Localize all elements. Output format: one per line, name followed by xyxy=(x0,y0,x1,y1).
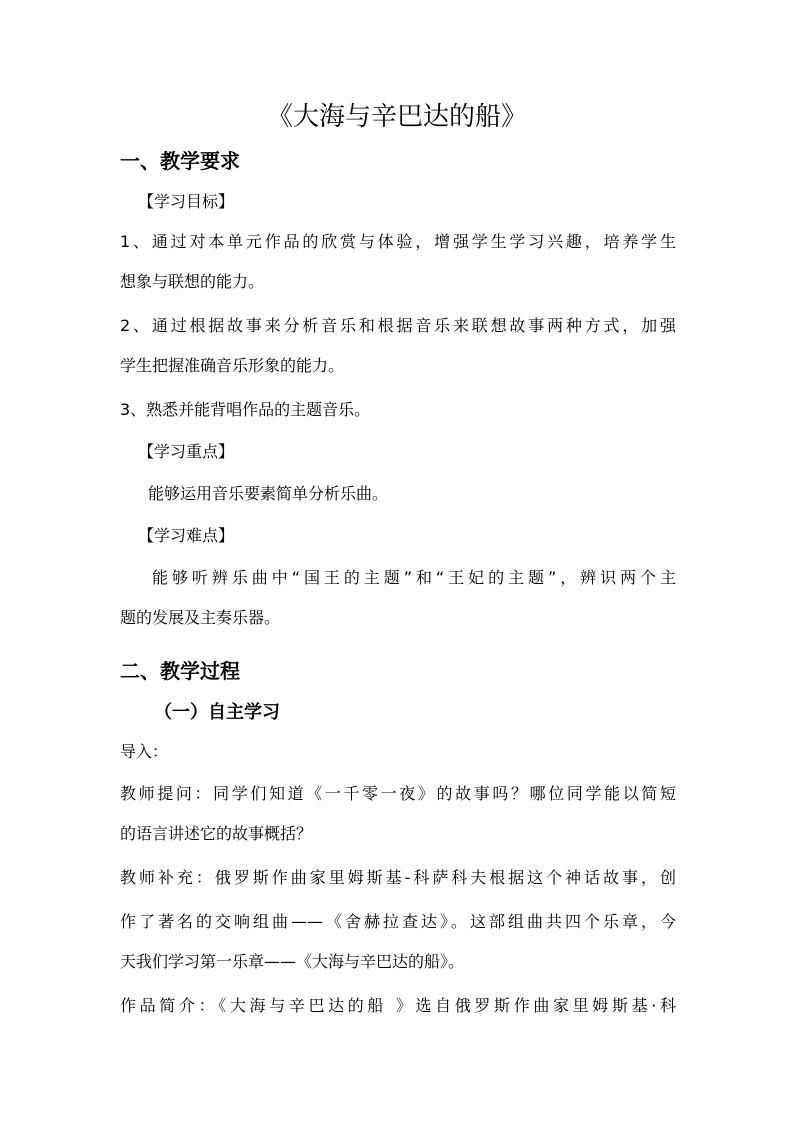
difficulty-text-line-1: 能够听辨乐曲中“国王的主题”和“王妃的主题”，辨识两个主 xyxy=(152,568,676,587)
document-title: 《大海与辛巴达的船》 xyxy=(266,102,527,132)
subheading-self-study: （一）自主学习 xyxy=(154,702,280,723)
teacher-supplement-line-2: 作了著名的交响组曲——《舍赫拉查达》。这部组曲共四个乐章，今 xyxy=(120,912,676,931)
difficulty-text-line-2: 题的发展及主奏乐器。 xyxy=(120,608,281,627)
goal-item-1-line-2: 想象与联想的能力。 xyxy=(120,272,265,291)
learning-goals-label: 【学习目标】 xyxy=(138,192,235,211)
teacher-supplement-line-3: 天我们学习第一乐章——《大海与辛巴达的船》。 xyxy=(120,952,465,971)
teacher-supplement-line-1: 教师补充：俄罗斯作曲家里姆斯基-科萨科夫根据这个神话故事，创 xyxy=(120,868,676,887)
key-points-label: 【学习重点】 xyxy=(138,442,235,461)
section-heading-teaching-requirements: 一、教学要求 xyxy=(120,149,240,173)
intro-label: 导入： xyxy=(120,742,169,761)
goal-item-1-line-1: 1、通过对本单元作品的欣赏与体验，增强学生学习兴趣，培养学生 xyxy=(120,232,676,251)
teacher-question-line-1: 教师提问：同学们知道《一千零一夜》的故事吗？哪位同学能以简短 xyxy=(120,784,676,803)
key-points-text: 能够运用音乐要素简单分析乐曲。 xyxy=(148,484,389,503)
goal-item-3: 3、熟悉并能背唱作品的主题音乐。 xyxy=(120,400,371,419)
teacher-question-line-2: 的语言讲述它的故事概括？ xyxy=(120,824,313,843)
work-intro-line-1: 作品简介：《大海与辛巴达的船 》选自俄罗斯作曲家里姆斯基·科 xyxy=(120,996,676,1015)
goal-item-2-line-2: 学生把握准确音乐形象的能力。 xyxy=(120,356,345,375)
goal-item-2-line-1: 2、通过根据故事来分析音乐和根据音乐来联想故事两种方式，加强 xyxy=(120,316,676,335)
section-heading-teaching-process: 二、教学过程 xyxy=(120,659,240,683)
difficulty-label: 【学习难点】 xyxy=(138,526,235,545)
